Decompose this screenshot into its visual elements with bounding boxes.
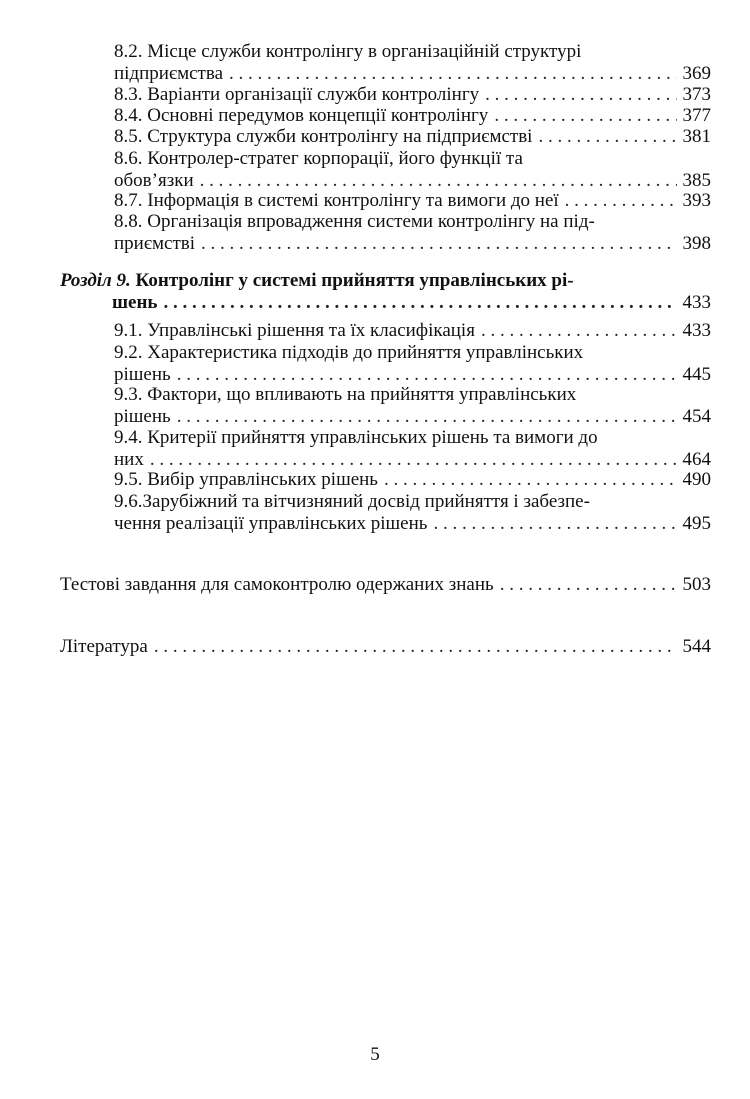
toc-entry-text: 8.5. Структура служби контролінгу на підприємстві xyxy=(114,126,533,147)
toc-entry-text: 9.1. Управлінські рішення та їх класифікація xyxy=(114,320,475,341)
toc-entry-8-8 xyxy=(114,211,711,254)
toc-entry-text: підприємства xyxy=(114,62,224,84)
toc-page-number: 433 xyxy=(682,320,711,341)
toc-entry-text: 8.7. Інформація в системі контролінгу та вимоги до неї xyxy=(114,190,559,211)
toc-entry-text: Тестові завдання для самоконтролю одержаних знань xyxy=(60,574,494,595)
toc-page-number: 373 xyxy=(682,84,711,105)
toc-entry-tests xyxy=(60,574,711,596)
toc-entry-text: Література xyxy=(60,636,148,657)
dot-leader xyxy=(565,190,677,212)
dot-leader xyxy=(433,513,676,535)
toc-entry-text: 8.8. Організація впровадження системи контролінгу на під- xyxy=(114,211,595,232)
toc-page-number: 490 xyxy=(682,469,711,490)
toc-page-number: 503 xyxy=(682,574,711,595)
toc-page-number: 377 xyxy=(682,105,711,126)
toc-entry-9-1 xyxy=(114,320,711,342)
dot-leader xyxy=(163,292,676,314)
toc-entry-9-3 xyxy=(114,384,711,427)
toc-entry-9-5 xyxy=(114,469,711,491)
dot-leader xyxy=(200,170,677,192)
chapter-title: Контролінг у системі прийняття управлінських рі- xyxy=(130,270,574,291)
toc-entry-text: рішень xyxy=(114,363,171,385)
dot-leader xyxy=(538,126,676,148)
toc-entry-text: 8.3. Варіанти організації служби контролінгу xyxy=(114,84,480,105)
toc-entry-text: чення реалізації управлінських рішень xyxy=(114,512,428,534)
toc-entry-text: 9.6.Зарубіжний та вітчизняний досвід прийняття і забезпе- xyxy=(114,491,590,512)
dot-leader xyxy=(177,406,677,428)
toc-chapter-9 xyxy=(60,270,711,313)
toc-page-number: 445 xyxy=(682,363,711,385)
toc-entry-text: 9.2. Характеристика підходів до прийняття управлінських xyxy=(114,342,584,363)
dot-leader xyxy=(485,84,676,106)
dot-leader xyxy=(494,105,676,127)
toc-page-number: 385 xyxy=(682,169,711,191)
toc-entry-literature xyxy=(60,636,711,658)
toc-entry-text: 8.6. Контролер-стратег корпорації, його функції та xyxy=(114,148,523,169)
toc-entry-8-2 xyxy=(114,41,711,84)
toc-entry-text: 9.5. Вибір управлінських рішень xyxy=(114,469,378,490)
toc-page-number: 464 xyxy=(682,448,711,470)
toc-entry-text: 9.3. Фактори, що впливають на прийняття управлінських xyxy=(114,384,577,405)
toc-page-number: 381 xyxy=(682,126,711,147)
dot-leader xyxy=(154,636,677,658)
dot-leader xyxy=(481,320,677,342)
toc-entry-8-3 xyxy=(114,84,711,106)
toc-entry-9-6 xyxy=(114,491,711,534)
toc-entry-8-5 xyxy=(114,126,711,148)
toc-entry-text: 8.2. Місце служби контролінгу в організаційній структурі xyxy=(114,41,582,62)
dot-leader xyxy=(229,63,676,85)
toc-page-number: 398 xyxy=(682,232,711,254)
toc-page-number: 495 xyxy=(682,512,711,534)
chapter-prefix: Розділ 9. xyxy=(60,270,131,291)
toc-page-number: 544 xyxy=(682,636,711,657)
toc-entry-8-7 xyxy=(114,190,711,212)
toc-entry-9-2 xyxy=(114,342,711,385)
toc-page-number: 393 xyxy=(682,190,711,211)
toc-entry-8-6 xyxy=(114,148,711,191)
toc-entry-text: приємстві xyxy=(114,232,196,254)
toc-page-number: 369 xyxy=(682,62,711,84)
page-number: 5 xyxy=(370,1044,380,1065)
toc-entry-8-4 xyxy=(114,105,711,127)
toc-entry-text: 9.4. Критерії прийняття управлінських рішень та вимоги до xyxy=(114,427,598,448)
toc-page-number: 433 xyxy=(682,291,711,313)
dot-leader xyxy=(150,449,677,471)
dot-leader xyxy=(500,574,677,596)
toc-page-number: 454 xyxy=(682,405,711,427)
dot-leader xyxy=(384,469,677,491)
toc-entry-text: них xyxy=(114,448,144,470)
dot-leader xyxy=(201,233,676,255)
toc-entry-text: обов’язки xyxy=(114,169,194,191)
toc-entry-text: 8.4. Основні передумов концепції контролінгу xyxy=(114,105,489,126)
chapter-title-continued: шень xyxy=(112,291,158,313)
dot-leader xyxy=(177,364,677,386)
toc-entry-text: рішень xyxy=(114,405,171,427)
toc-entry-9-4 xyxy=(114,427,711,470)
